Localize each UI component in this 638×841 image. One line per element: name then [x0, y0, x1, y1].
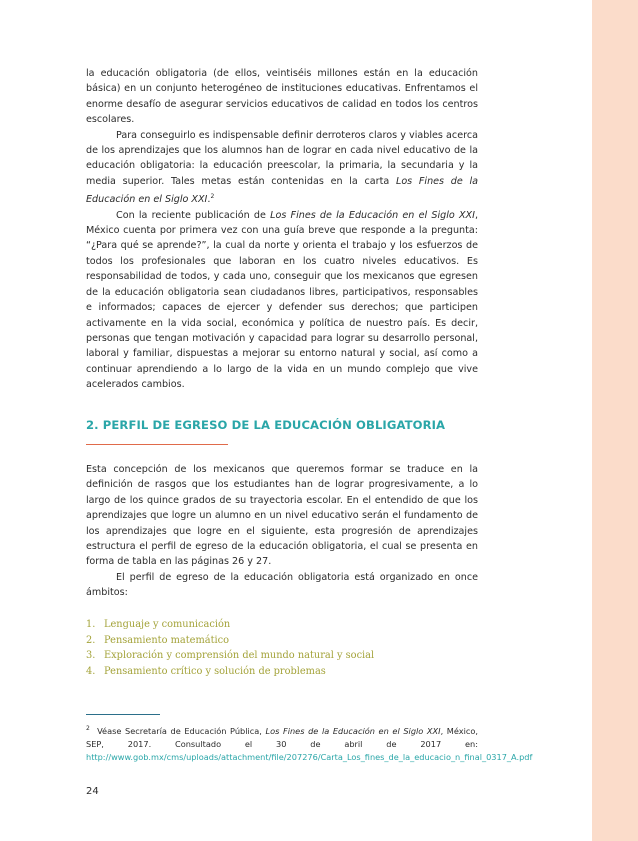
- section-heading: 2. PERFIL DE EGRESO DE LA EDUCACIÓN OBLIGATORIA: [86, 418, 446, 432]
- footnote-rule: [86, 714, 160, 715]
- section-paragraph-1: Esta concepción de los mexicanos que queremos formar se traduce en la definición de rasgos que los estudiantes han de lograr progresivamente, a lo largo de los quince grados de su trayectoria escolar. En el entendido de que los aprendizajes que logre un alumno en un nivel educativo serán el fundamento de los aprendizajes que logre en el siguiente, esta progresión de aprendizajes estructura el perfil de egreso de la educación obligatoria, el cual se presenta en forma de tabla en las páginas 26 y 27.: [86, 464, 478, 568]
- page-number: 24: [86, 786, 99, 797]
- list-item: 2. Pensamiento matemático: [86, 634, 230, 646]
- document-title-italic: Los Fines de la Educación en el Siglo XXI: [86, 175, 478, 206]
- ambitos-list: [86, 617, 478, 679]
- intro-paragraph-1: la educación obligatoria (de ellos, veintiséis millones están en la educación básica) en un conjunto heterogéneo de instituciones educativas. Enfrentamos el enorme desafío de asegurar servicios educativos de calidad en todos los centros escolares.: [86, 68, 478, 126]
- document-title-italic: Los Fines de la Educación en el Siglo XXI: [270, 209, 475, 221]
- list-item: 4. Pensamiento crítico y solución de problemas: [86, 665, 326, 677]
- list-item: 3. Exploración y comprensión del mundo natural y social: [86, 650, 375, 662]
- list-item: 1. Lenguaje y comunicación: [86, 619, 231, 630]
- footnote-marker[interactable]: 2: [210, 193, 215, 201]
- side-color-band: [592, 0, 638, 841]
- heading-underline: [86, 444, 228, 445]
- intro-paragraph-3: Con la reciente publicación de Los Fines de la Educación en el Siglo XXI, México cuenta por primera vez con una guía breve que responde a la pregunta: “¿Para qué se aprende?”, la cual da norte y orienta el trabajo y los esfuerzos de todos los profesionales que laboran en los cuatro niveles educativos. Es responsabilidad de todos, y cada uno, conseguir que los mexicanos que egresen de la educación obligatoria sean ciudadanos libres, participativos, responsables e informados; capaces de ejercer y defender sus derechos; que participen activamente en la vida social, económica y política de nuestro país. Es decir, personas que tengan motivación y capacidad para lograr su desarrollo personal, laboral y familiar, dispuestas a mejorar su entorno natural y social, así como a continuar aprendiendo a lo largo de la vida en un mundo complejo que vive acelerados cambios.: [86, 209, 478, 391]
- section-paragraph-2: El perfil de egreso de la educación obligatoria está organizado en once ámbitos:: [86, 571, 478, 599]
- footnote: $^2$ Véase Secretaría de Educación Pública, Los Fines de la Educación en el Siglo XXI, México, SEP, 2017. Consultado el 30 de abril de 2017 en: http://www.gob.mx/cms/uploads/attachment/file/207276/Carta_Los_fines_de_la_educacio_n_final_0317_A.pdf: [86, 725, 533, 762]
- intro-text: [86, 66, 478, 393]
- section-text: [86, 462, 478, 601]
- footnote-link[interactable]: http://www.gob.mx/cms/uploads/attachment/file/207276/Carta_Los_fines_de_la_educacio_n_final_0317_A.pdf: [86, 752, 533, 762]
- intro-paragraph-2: Para conseguirlo es indispensable definir derroteros claros y viables acerca de los aprendizajes que los alumnos han de lograr en cada nivel educativo de la educación obligatoria: la educación preescolar, la primaria, la secundaria y la media superior. Tales metas están contenidas en la carta Los Fines de la Educación en el Siglo XXI.$^2$: [86, 129, 478, 206]
